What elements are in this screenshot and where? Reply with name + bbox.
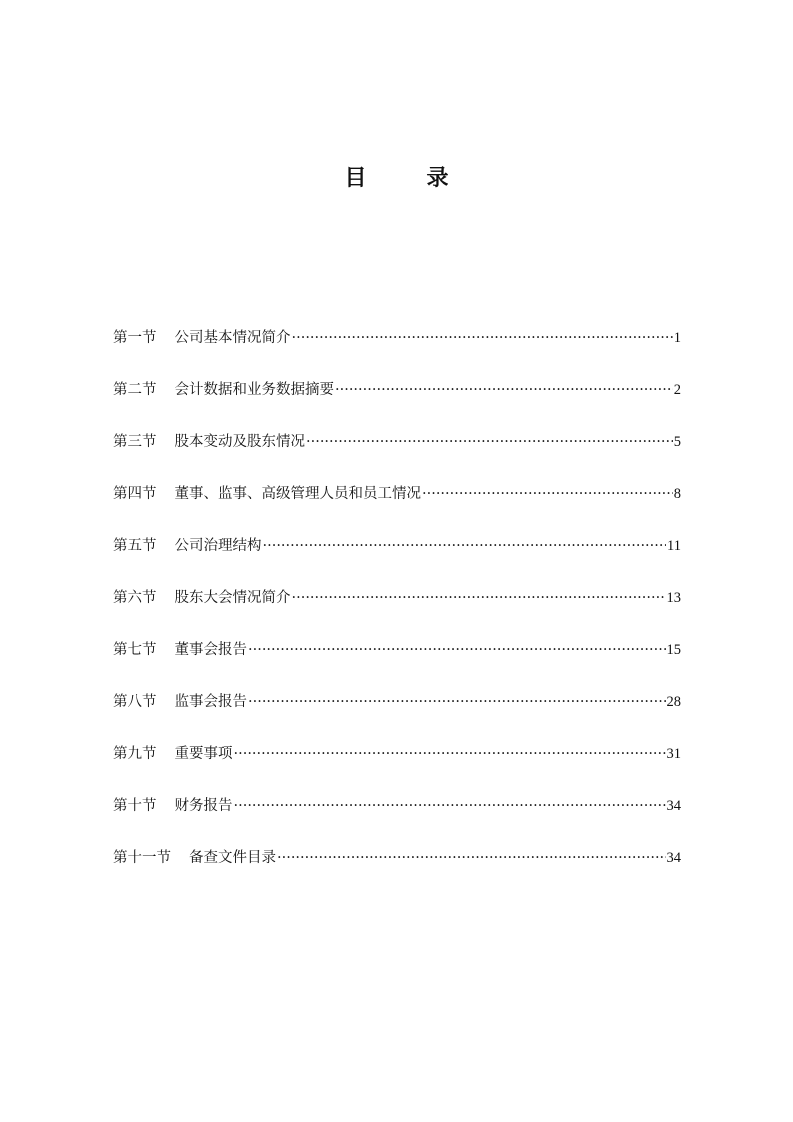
- toc-dot-leader: [277, 846, 666, 870]
- toc-entry[interactable]: [113, 586, 681, 638]
- toc-dot-leader: [292, 326, 673, 350]
- toc-section-title: 会计数据和业务数据摘要: [174, 382, 334, 398]
- toc-section-number: 第六节: [113, 590, 157, 606]
- toc-entry[interactable]: [113, 326, 681, 378]
- toc-page-number: 31: [666, 746, 681, 762]
- toc-page-number: 15: [666, 642, 681, 658]
- toc-section-number: 第四节: [113, 486, 157, 502]
- toc-entry[interactable]: [113, 638, 681, 690]
- toc-entry[interactable]: [113, 742, 681, 794]
- toc-section-number: 第三节: [113, 434, 157, 450]
- toc-section-title: 财务报告: [174, 798, 233, 814]
- toc-section-number: 第五节: [113, 538, 157, 554]
- toc-section-number: 第十节: [113, 798, 157, 814]
- toc-section-number: 第八节: [113, 694, 157, 710]
- toc-page-number: 2: [673, 382, 681, 398]
- toc-dot-leader: [248, 638, 666, 662]
- toc-section-title: 公司基本情况简介: [174, 330, 291, 346]
- toc-entry[interactable]: [113, 534, 681, 586]
- toc-page-number: 8: [673, 486, 681, 502]
- toc-section-title: 董事会报告: [174, 642, 247, 658]
- toc-section-title: 监事会报告: [174, 694, 247, 710]
- toc-section-title: 备查文件目录: [189, 850, 276, 866]
- table-of-contents: [113, 326, 681, 898]
- toc-dot-leader: [234, 794, 666, 818]
- toc-page-number: 1: [673, 330, 681, 346]
- toc-dot-leader: [263, 534, 667, 558]
- toc-dot-leader: [335, 378, 673, 402]
- toc-section-number: 第一节: [113, 330, 157, 346]
- toc-dot-leader: [234, 742, 666, 766]
- toc-entry[interactable]: [113, 846, 681, 898]
- toc-page-number: 11: [667, 538, 681, 554]
- toc-dot-leader: [422, 482, 673, 506]
- toc-entry[interactable]: [113, 430, 681, 482]
- toc-page-number: 34: [666, 850, 681, 866]
- toc-page-number: 34: [666, 798, 681, 814]
- toc-page-number: 28: [666, 694, 681, 710]
- toc-page-number: 5: [673, 434, 681, 450]
- toc-section-title: 公司治理结构: [174, 538, 262, 554]
- toc-dot-leader: [292, 586, 666, 610]
- title-char: 录: [426, 166, 449, 191]
- toc-page-number: 13: [666, 590, 681, 606]
- toc-section-number: 第七节: [113, 642, 157, 658]
- toc-entry[interactable]: [113, 690, 681, 742]
- toc-section-title: 股东大会情况简介: [174, 590, 291, 606]
- toc-section-title: 股本变动及股东情况: [174, 434, 305, 450]
- toc-section-number: 第十一节: [113, 850, 171, 866]
- page-title: [0, 162, 793, 196]
- toc-section-number: 第九节: [113, 746, 157, 762]
- title-char: 目: [344, 166, 367, 191]
- toc-section-title: 董事、监事、高级管理人员和员工情况: [174, 486, 421, 502]
- toc-entry[interactable]: [113, 482, 681, 534]
- toc-section-title: 重要事项: [174, 746, 233, 762]
- toc-section-number: 第二节: [113, 382, 157, 398]
- toc-dot-leader: [248, 690, 666, 714]
- toc-dot-leader: [306, 430, 673, 454]
- toc-entry[interactable]: [113, 378, 681, 430]
- toc-entry[interactable]: [113, 794, 681, 846]
